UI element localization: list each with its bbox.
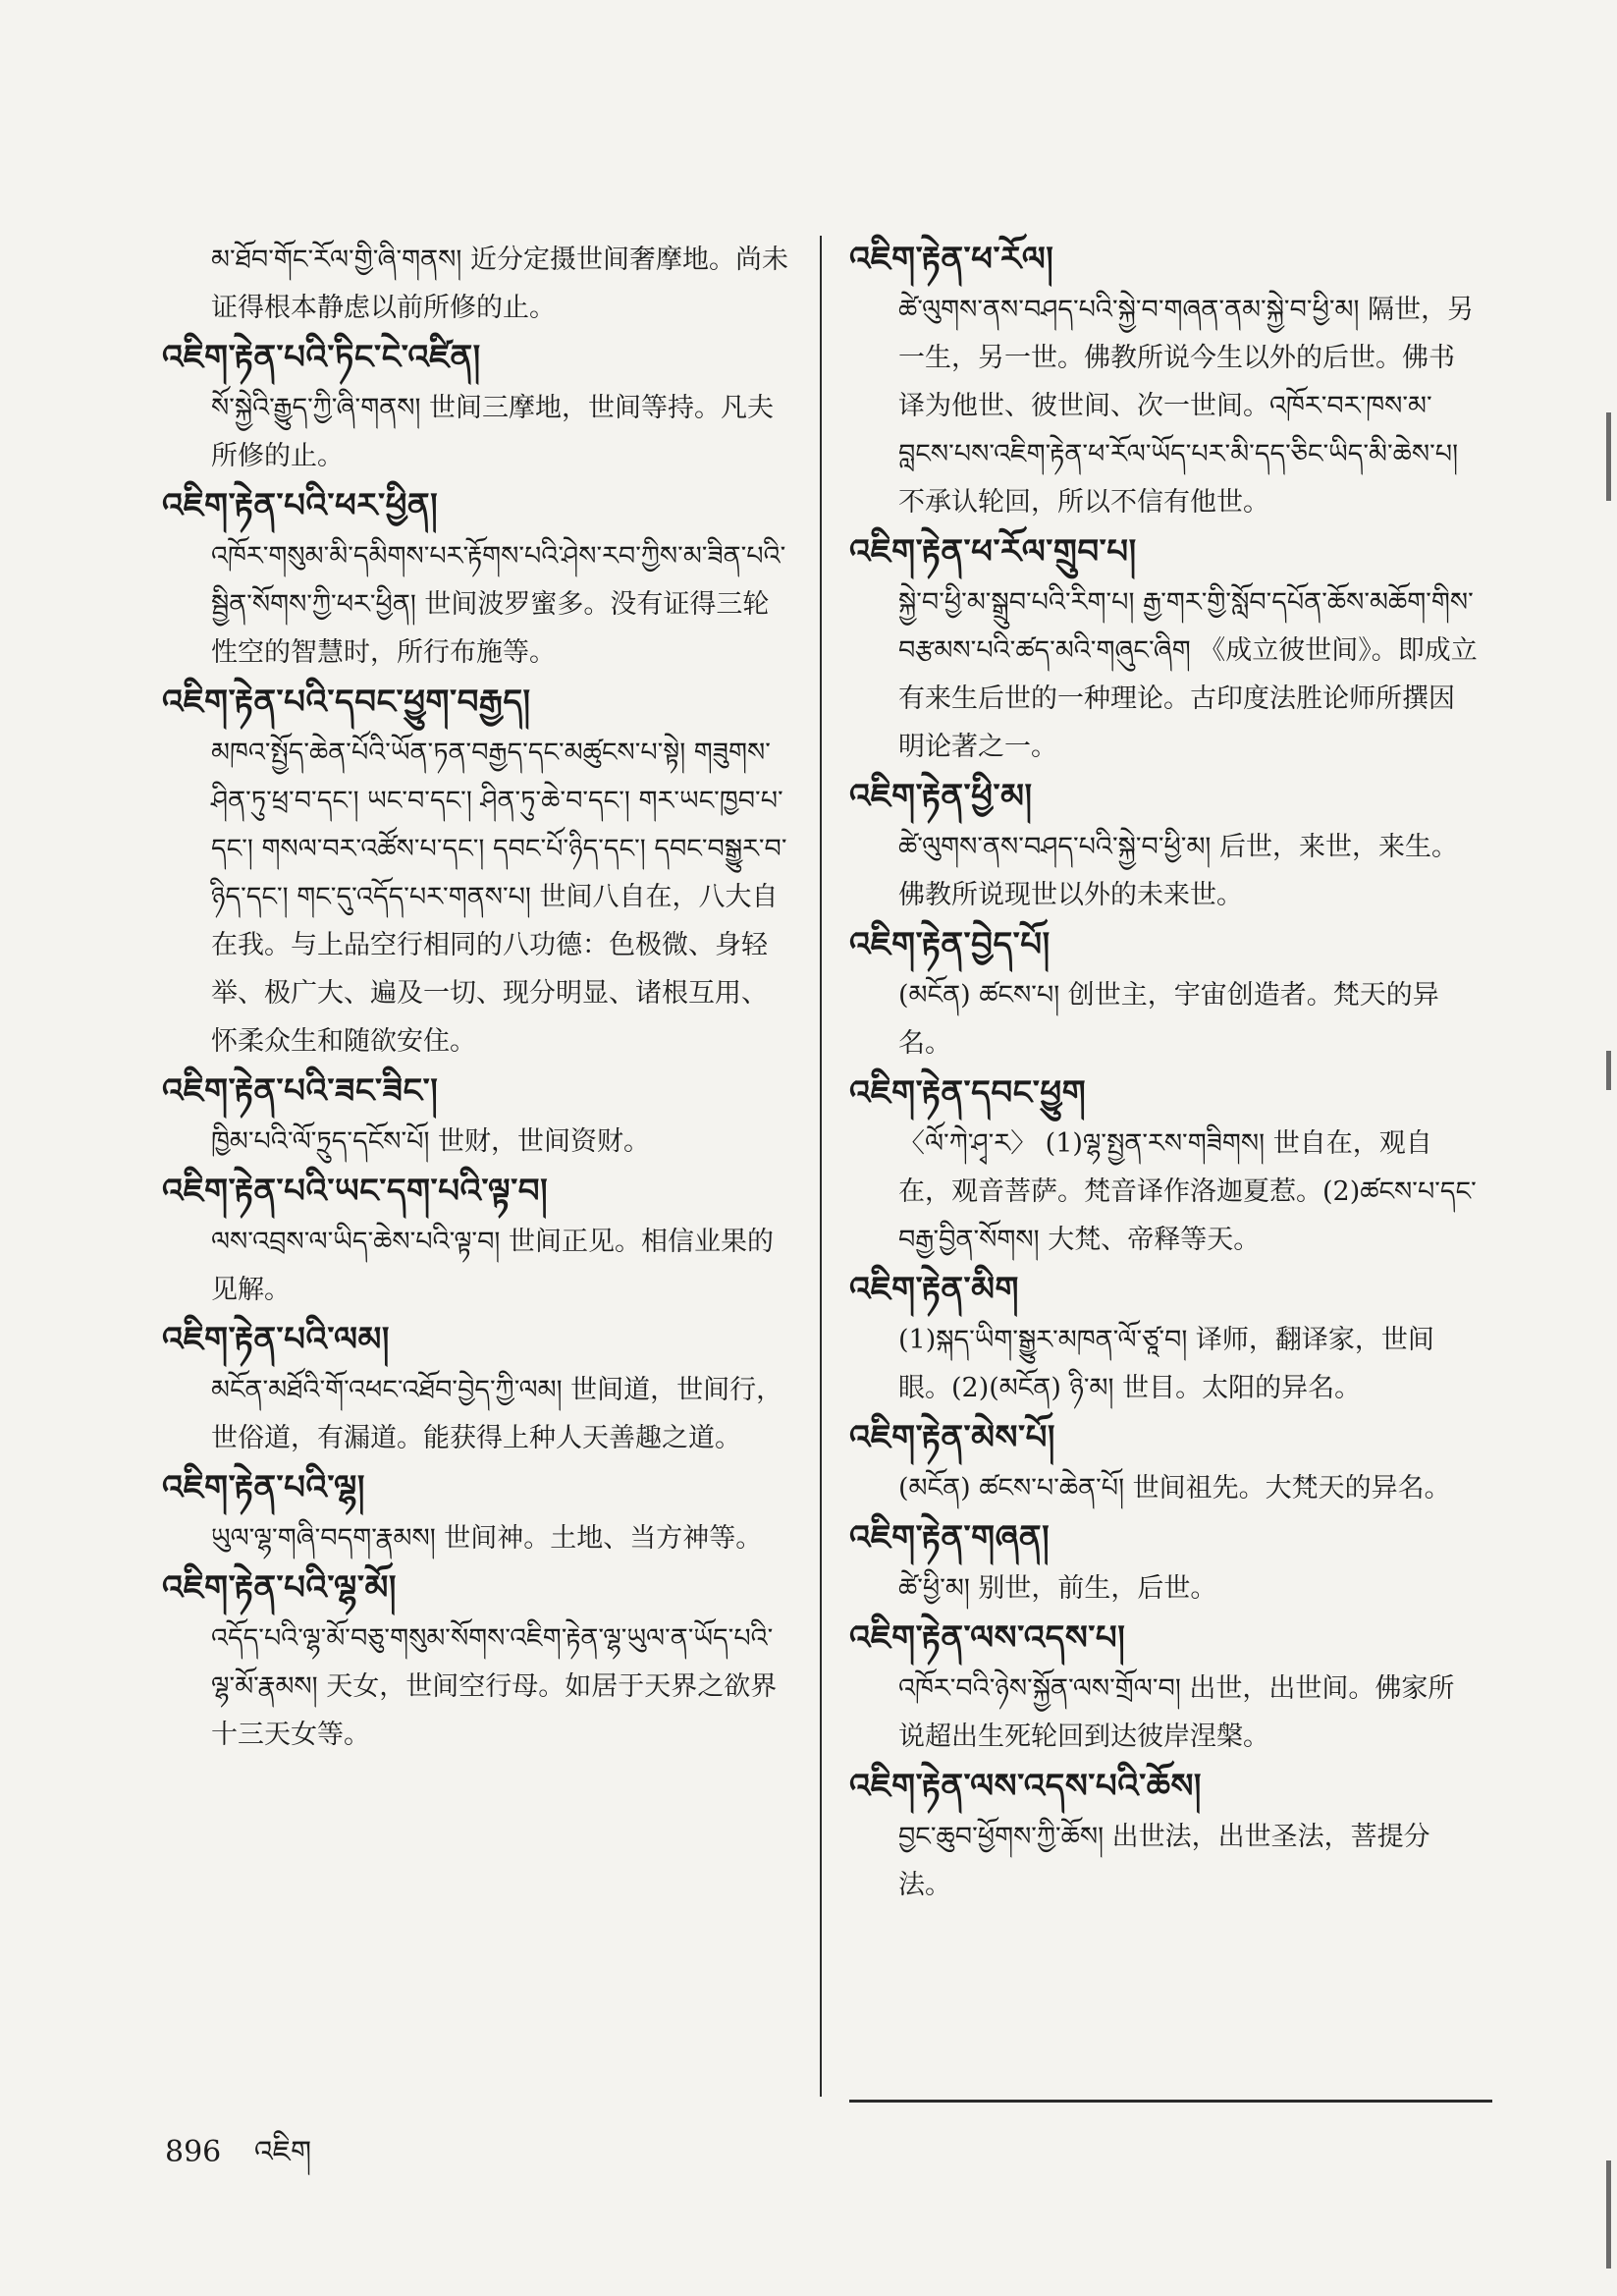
entry-head: འཇིག་རྟེན་པའི་དབང་ཕྱུག་བརྒྱད། xyxy=(162,683,531,722)
entry-head: འཇིག་རྟེན་པའི་ལམ། xyxy=(162,1320,390,1359)
scan-edge-mark xyxy=(1606,412,1611,501)
entry-head: འཇིག་རྟེན་པའི་ཟང་ཟིང་། xyxy=(162,1071,439,1111)
entry-head: འཇིག་རྟེན་པའི་ཏིང་ངེ་འཛིན། xyxy=(162,338,481,377)
entry-head: འཇིག་རྟེན་པའི་ཡང་དག་པའི་ལྟ་བ། xyxy=(162,1172,549,1211)
entry xyxy=(849,236,1480,526)
scan-edge-mark xyxy=(1606,1051,1611,1090)
entry-body: བྱང་ཆུབ་ཕྱོགས་ཀྱི་ཆོས། 出世法，出世圣法，菩提分法。 xyxy=(898,1822,1430,1900)
left-column xyxy=(162,236,790,1761)
entry xyxy=(162,236,790,332)
entry xyxy=(849,1414,1480,1512)
entry-head: འཇིག་རྟེན་ལས་འདས་པ། xyxy=(849,1618,1126,1658)
entry xyxy=(849,1069,1480,1264)
entry-body: ལས་འབྲས་ལ་ཡིད་ཆེས་པའི་ལྟ་བ། 世间正见。相信业果的见解。 xyxy=(211,1227,774,1305)
entry xyxy=(849,1614,1480,1761)
entry-body: འདོད་པའི་ལྷ་མོ་བཅུ་གསུམ་སོགས་འཇིག་རྟེན་ལྷ་ཡུལ་ན་ཡོད་པའི་ལྷ་མོ་རྣམས། 天女，世间空行母。如居于天界之欲界十三天女等。 xyxy=(211,1623,778,1750)
page-footer xyxy=(165,2119,335,2202)
page-number: 896 xyxy=(165,2135,222,2169)
entry xyxy=(162,1067,790,1166)
entry-head: འཇིག་རྟེན་ཕྱི་མ། xyxy=(849,777,1033,816)
entry xyxy=(849,921,1480,1067)
entry-head: འཇིག་རྟེན་གཞན། xyxy=(849,1518,1051,1558)
entry xyxy=(162,1316,790,1462)
entry-head: འཇིག་རྟེན་པའི་ལྷ་མོ། xyxy=(162,1568,397,1608)
column-divider xyxy=(820,236,822,2097)
entry xyxy=(849,1763,1480,1909)
scan-edge-mark xyxy=(1606,2160,1611,2269)
entry-body: མ་ཐོབ་གོང་རོལ་གྱི་ཞི་གནས། 近分定摄世间奢摩地。尚未证得根本静虑以前所修的止。 xyxy=(211,245,788,323)
entry-body: (མངོན) ཚངས་པ། 创世主，宇宙创造者。梵天的异名。 xyxy=(898,980,1439,1059)
entry xyxy=(162,482,790,677)
footer-rule xyxy=(849,2100,1492,2103)
entry-body: ཁྱིམ་པའི་ལོ་ཏྲུད་དངོས་པོ། 世财，世间资财。 xyxy=(211,1126,651,1157)
entry-body: ཚེ་ལུགས་ནས་བཤད་པའི་སྐྱེ་བ་ཕྱི་མ། 后世，来世，来生。佛教所说现世以外的未来世。 xyxy=(898,832,1458,910)
entry-body: འཁོར་གསུམ་མི་དམིགས་པར་རྟོགས་པའི་ཤེས་རབ་ཀྱིས་མ་ཟིན་པའི་སྦྱིན་སོགས་ཀྱི་ཕར་ཕྱིན། 世间波罗蜜多。没有证得三轮性空的智慧时，所行布施等。 xyxy=(211,541,786,668)
entry-body: 〈ལོ་ཀེ་ཤྭ་ར〉 (1)ལྷ་སྤྱན་རས་གཟིགས། 世自在，观自在，观音菩萨。梵音译作洛迦夏惹。(2)ཚངས་པ་དང་བརྒྱ་བྱིན་སོགས། 大梵、帝释等天。 xyxy=(898,1128,1477,1255)
entry-head: འཇིག་རྟེན་དབང་ཕྱུག xyxy=(849,1073,1087,1113)
entry-body: (1)སྐད་ཡིག་སྒྱུར་མཁན་ལོ་ཙཱ་བ། 译师，翻译家，世间眼。(2)(མངོན) ཉི་མ། 世目。太阳的异名。 xyxy=(898,1325,1434,1403)
entry xyxy=(162,1564,790,1759)
entry-body: (མངོན) ཚངས་པ་ཆེན་པོ། 世间祖先。大梵天的异名。 xyxy=(898,1473,1451,1503)
entry xyxy=(162,1168,790,1314)
entry-head: འཇིག་རྟེན་མེས་པོ། xyxy=(849,1418,1055,1457)
entry-body: ཚེ་ཕྱི་མ། 别世，前生，后世。 xyxy=(898,1573,1217,1604)
entry-body: ཡུལ་ལྷ་གཞི་བདག་རྣམས། 世间神。土地、当方神等。 xyxy=(211,1523,763,1554)
entry xyxy=(849,528,1480,771)
entry-head: འཇིག་རྟེན་པའི་ལྷ། xyxy=(162,1468,365,1507)
entry-body: འཁོར་བའི་ཉེས་སྐྱོན་ལས་གྲོལ་བ། 出世，出世间。佛家所说超出生死轮回到达彼岸涅槃。 xyxy=(898,1673,1455,1752)
entry xyxy=(849,773,1480,919)
entry-body: སྐྱེ་བ་ཕྱི་མ་སྒྲུབ་པའི་རིག་པ། རྒྱ་གར་གྱི་སློབ་དཔོན་ཆོས་མཆོག་གིས་བརྩམས་པའི་ཚད་མའི་གཞུང་ཞིག 《成立彼世间》。即成立有来生后世的一种理论。古印度法胜论师所撰因明论著之一。 xyxy=(898,587,1478,762)
entry xyxy=(849,1266,1480,1412)
entry-body: མཁའ་སྤྱོད་ཆེན་པོའི་ཡོན་ཏན་བརྒྱད་དང་མཚུངས་པ་སྟེ། གཟུགས་ཤིན་ཏུ་ཕྲ་བ་དང་། ཡང་བ་དང་། ཤིན་ཏུ་ཆེ་བ་དང་། གར་ཡང་ཁྱབ་པ་དང་། གསལ་བར་འཚོས་པ་དང་། དབང་པོ་ཉིད་དང་། དབང་བསྒྱུར་བ་ཉིད་དང་། གང་དུ་འདོད་པར་གནས་པ། 世间八自在，八大自在我。与上品空行相同的八功德：色极微、身轻举、极广大、遍及一切、现分明显、诸根互用、怀柔众生和随欲安住。 xyxy=(211,738,787,1057)
entry-head: འཇིག་རྟེན་ཕ་རོལ། xyxy=(849,240,1054,279)
right-column xyxy=(849,236,1480,1911)
entry xyxy=(162,1464,790,1562)
entry-body: སོ་སྐྱེའི་རྒྱུད་ཀྱི་ཞི་གནས། 世间三摩地，世间等持。凡夫所修的止。 xyxy=(211,393,775,471)
entry-body: མངོན་མཐོའི་གོ་འཕང་འཐོབ་བྱེད་ཀྱི་ལམ། 世间道，世间行，世俗道，有漏道。能获得上种人天善趣之道。 xyxy=(211,1375,783,1453)
entry xyxy=(162,679,790,1066)
running-head: འཇིག xyxy=(253,2135,312,2169)
entry-head: འཇིག་རྟེན་བྱེད་པོ། xyxy=(849,925,1051,964)
entry-body: ཚེ་ལུགས་ནས་བཤད་པའི་སྐྱེ་བ་གཞན་ནམ་སྐྱེ་བ་ཕྱི་མ། 隔世，另一生，另一世。佛教所说今生以外的后世。佛书译为他世、彼世间、次一世间。འཁོར་བར་ཁས་མ་བླངས་པས་འཇིག་རྟེན་ཕ་རོལ་ཡོད་པར་མི་དད་ཅིང་ཡིད་མི་ཆེས་པ། 不承认轮回，所以不信有他世。 xyxy=(898,295,1475,518)
entry-head: འཇིག་རྟེན་པའི་ཕར་ཕྱིན། xyxy=(162,486,439,525)
entry-head: འཇིག་རྟེན་ལས་འདས་པའི་ཆོས། xyxy=(849,1767,1202,1806)
entry xyxy=(849,1514,1480,1613)
entry-head: འཇིག་རྟེན་མིག xyxy=(849,1270,1019,1309)
entry xyxy=(162,334,790,480)
entry-head: འཇིག་རྟེན་ཕ་རོལ་གྲུབ་པ། xyxy=(849,532,1137,572)
